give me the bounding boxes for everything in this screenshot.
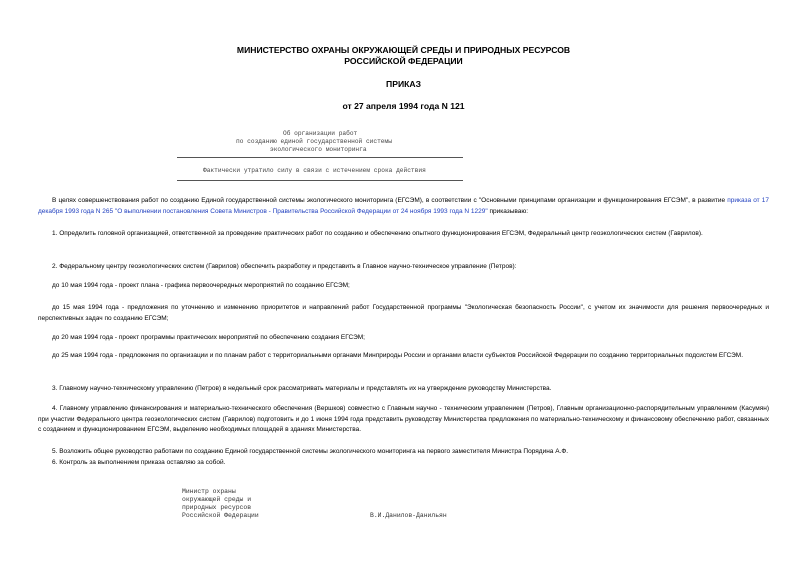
subject-line3: экологического мониторинга [270, 146, 367, 153]
ministry-title-line1: МИНИСТЕРСТВО ОХРАНЫ ОКРУЖАЮЩЕЙ СРЕДЫ И ПРИРОДНЫХ РЕСУРСОВ [236, 45, 571, 55]
subject-line2: по созданию единой государственной системы [236, 138, 392, 145]
resolution-1229-link[interactable]: "О выполнении постановления Совета Министров - Правительства Российской Федерации от 24 ноября 1993 года N 1229" [114, 207, 488, 215]
preamble-paragraph [38, 196, 769, 217]
bottom-divider [177, 180, 463, 181]
doc-type-heading: ПРИКАЗ [386, 79, 421, 89]
subject-line1: Об организации работ [283, 130, 358, 137]
status-note: Фактически утратило силу в связи с истечением срока действия [203, 167, 426, 174]
item-2c: до 20 мая 1994 года - проект программы практических мероприятий по обеспечению создания ЕГСЭМ; [52, 334, 365, 341]
item-3: 3. Главному научно-техническому управлению (Петров) в недельный срок рассматривать материалы и представлять их на утверждение руководству Министерства. [52, 385, 552, 392]
doc-date-number: от 27 апреля 1994 года N 121 [342, 101, 465, 111]
order-265-link[interactable]: приказа от 17 декабря 1993 года N 265 [38, 197, 769, 215]
item-1: 1. Определить головной организацией, ответственной за проведение практических работ по созданию и обеспечению опытного функционирования ЕГСЭМ, Федеральный центр геоэкологических систем (Гаврилов). [52, 230, 703, 237]
item-5: 5. Возложить общее руководство работами по созданию Единой государственной системы экологического мониторинга на первого заместителя Министра Порядина А.Ф. [52, 448, 569, 455]
signature-title-line4: Российской Федерации [182, 512, 259, 519]
item-2a: до 10 мая 1994 года - проект плана - графика первоочередных мероприятий по созданию ЕГСЭМ; [52, 282, 350, 289]
signature-title-line3: природных ресурсов [182, 504, 252, 511]
preamble-text-start: В целях совершенствования работ по созданию Единой государственной системы экологического мониторинга (ЕГСЭМ), в соответствии с "Основными принципами организации и функционирования ЕГСЭМ", в развитие [52, 197, 728, 204]
item-2: 2. Федеральному центру геоэкологических систем (Гаврилов) обеспечить разработку и представить в Главное научно-техническое управление (Петров): [52, 263, 517, 270]
top-divider [177, 157, 463, 158]
signature-title-line1: Министр охраны [182, 488, 236, 495]
item-2b: до 15 мая 1994 года - предложения по уточнению и изменению приоритетов и направлений работ Государственной программы "Экологическая безопасность России", с учетом их значимости для решения первоочередных и перспективных задач по созданию ЕГСЭМ; [38, 304, 769, 322]
ministry-title-line2: РОССИЙСКОЙ ФЕДЕРАЦИИ [344, 56, 463, 66]
signature-title-line2: окружающей среды и [182, 496, 252, 503]
item-4: 4. Главному управлению финансирования и материально-технического обеспечения (Вершков) совместно с Главным научно - техническим управлением (Петров), Главным организационно-распорядительным управлением (Касумян) при участии Федерального центра геоэкологических систем (Гаврилов) подготовить и до 1 июня 1994 года представить руководству Министерства предложения по материально-техническому и финансовому обеспечению работ, связанных с созданием и функционированием ЕГСЭМ, выделению необходимых площадей в зданиях Министерства. [38, 405, 769, 433]
signature-name: В.И.Данилов-Данильян [370, 512, 447, 519]
item-2d: до 25 мая 1994 года - предложения по организации и по планам работ с территориальными органами Минприроды России и органами власти субъектов Российской Федерации по созданию территориальных подсистем ЕГСЭМ. [52, 352, 744, 359]
preamble-text-end: приказываю: [487, 207, 529, 215]
item-6: 6. Контроль за выполнением приказа оставляю за собой. [52, 459, 226, 466]
